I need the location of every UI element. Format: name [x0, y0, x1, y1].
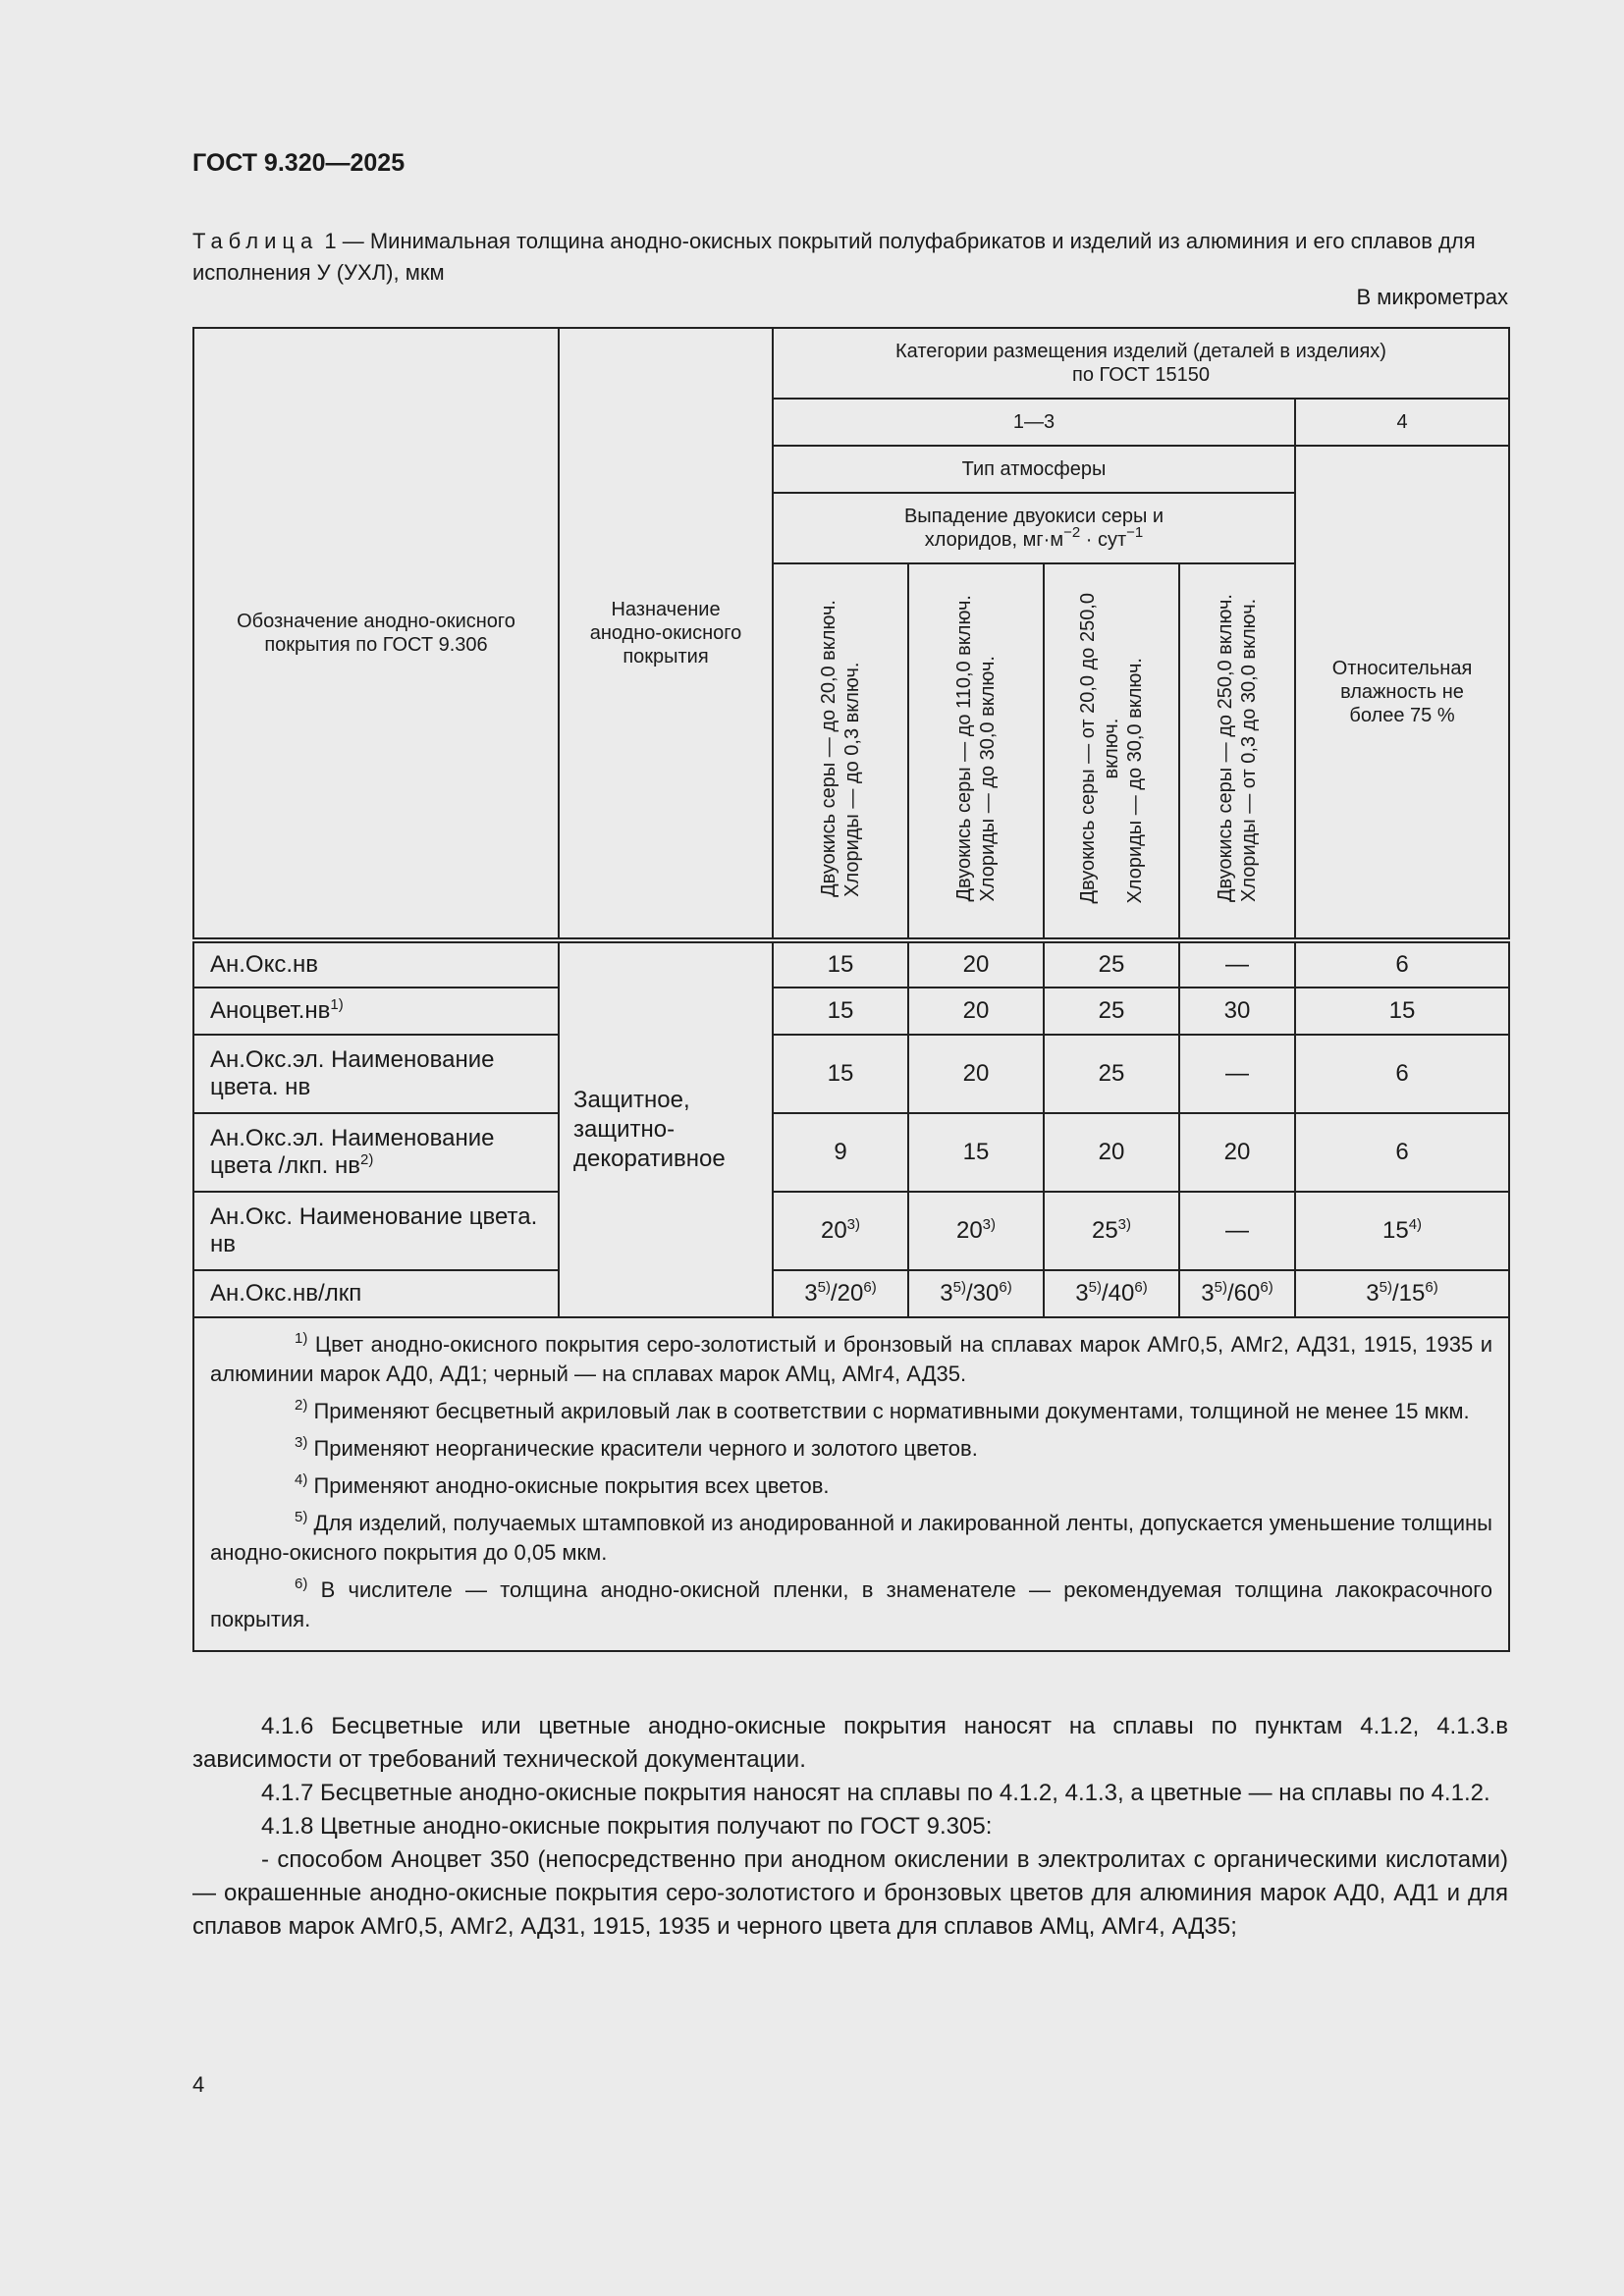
footnote: $^{1)}$ Цвет анодно-окисного покрытия серо-золотистый и бронзовый на сплавах марок АМг0,5, АМг2, АД31, 1915, 1935 и алюминии марок АД0, АД1; черный — на сплавах марок АМц, АМг4, АД35. [210, 1330, 1493, 1386]
table-caption [192, 226, 1508, 289]
row-designation: Ан.Окс. Наименование цвета. нв [193, 1192, 559, 1270]
header-fallout: Выпадение двуокиси серы и хлоридов, $мг\cdot м^{-2} \cdot сут^{-1}$ [773, 493, 1295, 563]
table-row: $Аноцвет.нв^{1)}$ 15 20 25 30 15 [193, 988, 1509, 1035]
purpose-cell: Защитное, защитно-декоративное [559, 940, 773, 1317]
header-sub-2: Двуокись серы — до 110,0 включ. Хлориды — до 30,0 включ. [908, 563, 1044, 940]
header-designation: Обозначение анодно-окисного покрытия по ГОСТ 9.306 [193, 328, 559, 940]
footnote: $^{6)}$ В числителе — толщина анодно-окисной пленки, в знаменателе — рекомендуемая толщина лакокрасочного покрытия. [210, 1575, 1492, 1631]
footnotes-row [193, 1317, 1509, 1651]
header-sub-3: Двуокись серы — от 20,0 до 250,0 включ. Хлориды — до 30,0 включ. [1044, 563, 1179, 940]
units-note: В микрометрах [1356, 285, 1508, 309]
row-designation: Ан.Окс.эл. Наименование цвета. нв [193, 1035, 559, 1113]
header-sub-1: Двуокись серы — до 20,0 включ. Хлориды — до 0,3 включ. [773, 563, 908, 940]
body-text [192, 1710, 1508, 1944]
row-designation: Ан.Окс.эл. Наименование цвета /лкп. $нв^{2)}$ [193, 1113, 559, 1192]
paragraph-4-1-7: 4.1.7 Бесцветные анодно-окисные покрытия наносят на сплавы по 4.1.2, 4.1.3, а цветные — на сплавы по 4.1.2. [261, 1780, 1490, 1806]
caption-label: Таблица [192, 229, 319, 253]
header-purpose: Назначение анодно-окисного покрытия [559, 328, 773, 940]
header-humidity: Относительная влажность не более 75 % [1295, 446, 1509, 940]
header-placement: Категории размещения изделий (деталей в изделиях) по ГОСТ 15150 [773, 328, 1509, 399]
row-designation: Ан.Окс.нв [193, 940, 559, 988]
coating-thickness-table [192, 327, 1510, 1652]
table-row: Ан.Окс.нв/лкп 3$^{5)}$/20$^{6)}$ 3$^{5)}$/30$^{6)}$ 3$^{5)}$/40$^{6)}$ 3$^{5)}$/60$^{6)}$ 3$^{5)}$/15$^{6)}$ [193, 1270, 1509, 1317]
page-number: 4 [192, 2072, 205, 2097]
footnote: $^{3)}$ Применяют неорганические красители черного и золотого цветов. [295, 1434, 978, 1461]
caption-text: 1 — Минимальная толщина анодно-окисных покрытий полуфабрикатов и изделий из алюминия и его сплавов для исполнения У (УХЛ), мкм [192, 229, 1476, 285]
table-row: Ан.Окс.эл. Наименование цвета. нв 15 20 25 — 6 [193, 1035, 1509, 1113]
table-row: Ан.Окс.эл. Наименование цвета /лкп. $нв^{2)}$ 9 15 20 20 6 [193, 1113, 1509, 1192]
header-sub-4: Двуокись серы — до 250,0 включ. Хлориды — от 0,3 до 30,0 включ. [1179, 563, 1295, 940]
table-row: Ан.Окс. Наименование цвета. нв 20$^{3)}$ 20$^{3)}$ 25$^{3)}$ — 15$^{4)}$ [193, 1192, 1509, 1270]
paragraph-4-1-6: 4.1.6 Бесцветные или цветные анодно-окисные покрытия наносят на сплавы по пунктам 4.1.2, 4.1.3.в зависимости от требований технической документации. [192, 1713, 1508, 1773]
row-designation: Ан.Окс.нв/лкп [193, 1270, 559, 1317]
table-row: Ан.Окс.нв Защитное, защитно-декоративное 15 20 25 — 6 [193, 940, 1509, 988]
paragraph-4-1-8: 4.1.8 Цветные анодно-окисные покрытия получают по ГОСТ 9.305: [261, 1813, 993, 1840]
footnote: $^{2)}$ Применяют бесцветный акриловый лак в соответствии с нормативными документами, толщиной не менее 15 мкм. [295, 1397, 1470, 1423]
header-category-4: 4 [1295, 399, 1509, 446]
paragraph-list-item: - способом Аноцвет 350 (непосредственно при анодном окислении в электролитах с органическими кислотами) — окрашенные анодно-окисные покрытия серо-золотистого и бронзовых цветов для алюминия марок АД0, АД1 и для сплавов марок АМг0,5, АМг2, АД31, 1915, 1935 и черного цвета для сплавов АМц, АМг4, АД35; [192, 1846, 1508, 1940]
header-category-1-3: 1—3 [773, 399, 1295, 446]
row-designation: $Аноцвет.нв^{1)}$ [193, 988, 559, 1035]
document-header: ГОСТ 9.320—2025 [192, 149, 406, 177]
footnote: $^{4)}$ Применяют анодно-окисные покрытия всех цветов. [295, 1471, 830, 1498]
header-atmosphere-type: Тип атмосферы [773, 446, 1295, 493]
footnote: $^{5)}$ Для изделий, получаемых штамповкой из анодированной и лакированной ленты, допускается уменьшение толщины анодно-окисного покрытия до 0,05 мкм. [210, 1509, 1492, 1565]
footnotes [193, 1317, 1509, 1651]
